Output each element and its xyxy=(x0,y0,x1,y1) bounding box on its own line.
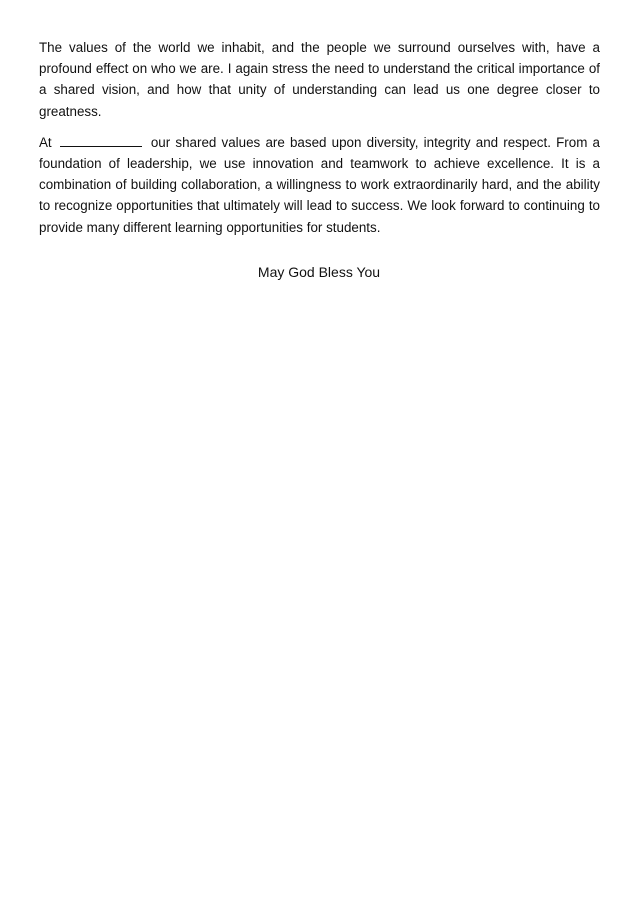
paragraph-shared-values xyxy=(39,132,600,238)
paragraph-prefix: At xyxy=(39,134,52,150)
document-body xyxy=(39,37,600,238)
paragraph-values: The values of the world we inhabit, and the people we surround ourselves with, have a profound effect on who we are. I again stress the need to understand the critical importance of a shared vision, and how that unity of understanding can lead us one degree closer to greatness. xyxy=(39,40,600,119)
paragraph-shared-values-text: our shared values are based upon diversity, integrity and respect. From a foundation of leadership, we use innovation and teamwork to achieve excellence. It is a combination of building collaboration, a willingness to work extraordinarily hard, and the ability to recognize opportunities that ultimately will lead to success. We look forward to continuing to provide many different learning opportunities for students. xyxy=(39,134,600,235)
closing-blessing: May God Bless You xyxy=(257,264,381,280)
fill-in-blank xyxy=(60,134,142,147)
